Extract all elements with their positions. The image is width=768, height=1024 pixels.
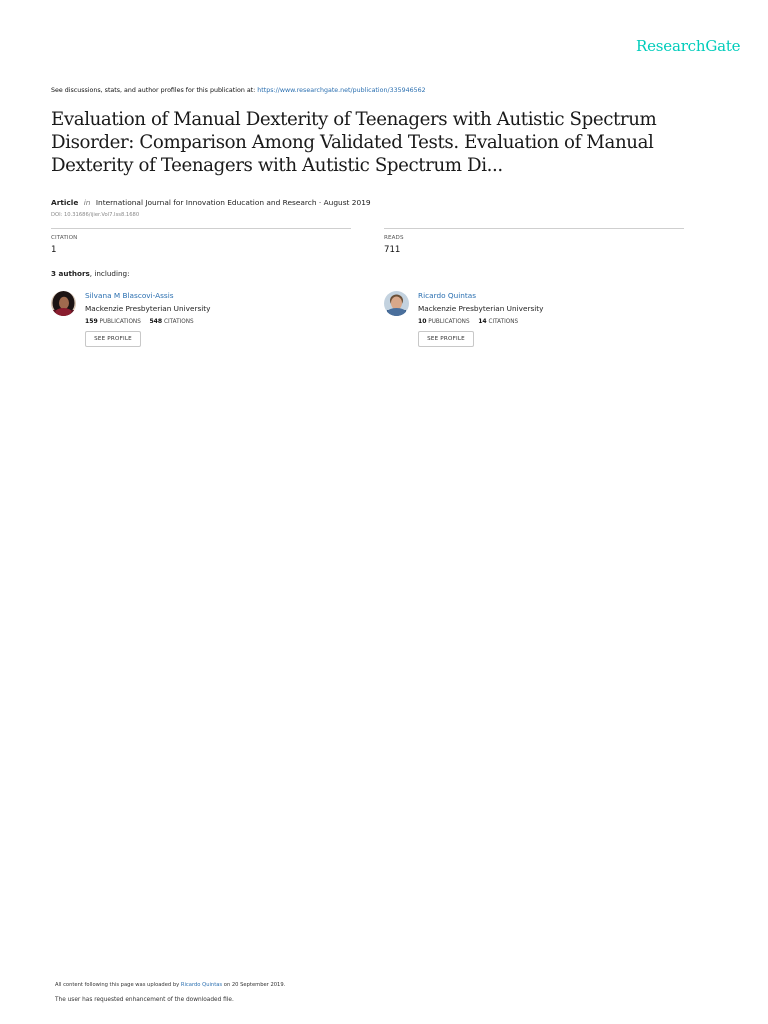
uploader-link[interactable]: Ricardo Quintas — [180, 982, 223, 988]
publications-count: 10 — [418, 318, 427, 325]
author-counts — [85, 318, 345, 325]
authors-heading — [51, 269, 130, 278]
publications-count: 159 — [85, 318, 98, 325]
in-label: in — [83, 198, 91, 207]
author-info — [85, 291, 345, 347]
citation-value: 1 — [51, 245, 57, 255]
author-name-link[interactable]: Silvana M Blascovi-Assis — [85, 291, 174, 300]
publication-type: Article — [51, 198, 79, 207]
upload-note — [55, 982, 285, 988]
citations-label: CITATIONS — [163, 319, 194, 325]
citations-label: CITATIONS — [488, 319, 519, 325]
enhancement-note: The user has requested enhancement of the downloaded file. — [55, 997, 234, 1003]
publication-link[interactable]: https://www.researchgate.net/publication/335946562 — [257, 87, 426, 94]
see-discussions-line — [51, 87, 426, 94]
citations-count: 548 — [149, 318, 163, 325]
reads-label: READS — [384, 235, 404, 241]
reads-stat — [384, 228, 684, 255]
upload-suffix: on 20 September 2019. — [222, 982, 286, 988]
doi: DOI: 10.31686/ijier.Vol7.Iss8.1680 — [51, 212, 140, 218]
publications-label: PUBLICATIONS — [99, 319, 141, 325]
author-info — [418, 291, 678, 347]
citation-label: CITATION — [51, 235, 78, 241]
publications-label: PUBLICATIONS — [428, 319, 470, 325]
see-profile-button[interactable]: SEE PROFILE — [418, 331, 474, 347]
citation-stat — [51, 228, 351, 255]
researchgate-logo[interactable]: ResearchGate — [636, 37, 741, 55]
publication-meta — [51, 198, 371, 207]
citations-count: 14 — [478, 318, 487, 325]
publication-title: Evaluation of Manual Dexterity of Teenagers with Autistic Spectrum Disorder: Comparison Among Validated Tests. Evaluation of Manual Dexterity of Teenagers with Autistic Spectrum Di... — [51, 109, 657, 176]
avatar[interactable] — [384, 291, 409, 316]
author-photo-icon — [51, 291, 76, 316]
author-name-link[interactable]: Ricardo Quintas — [418, 291, 477, 300]
author-institution: Mackenzie Presbyterian University — [85, 304, 211, 313]
authors-count: 3 authors — [51, 269, 90, 278]
upload-prefix: All content following this page was uploaded by — [55, 982, 181, 988]
author-photo-icon — [384, 291, 409, 316]
see-discussions-text: See discussions, stats, and author profiles for this publication at: — [51, 87, 258, 94]
see-profile-button[interactable]: SEE PROFILE — [85, 331, 141, 347]
journal-name: International Journal for Innovation Education and Research · August 2019 — [95, 198, 371, 207]
author-counts — [418, 318, 678, 325]
author-institution: Mackenzie Presbyterian University — [418, 304, 544, 313]
reads-value: 711 — [384, 245, 401, 255]
avatar[interactable] — [51, 291, 76, 316]
authors-suffix: , including: — [89, 269, 130, 278]
